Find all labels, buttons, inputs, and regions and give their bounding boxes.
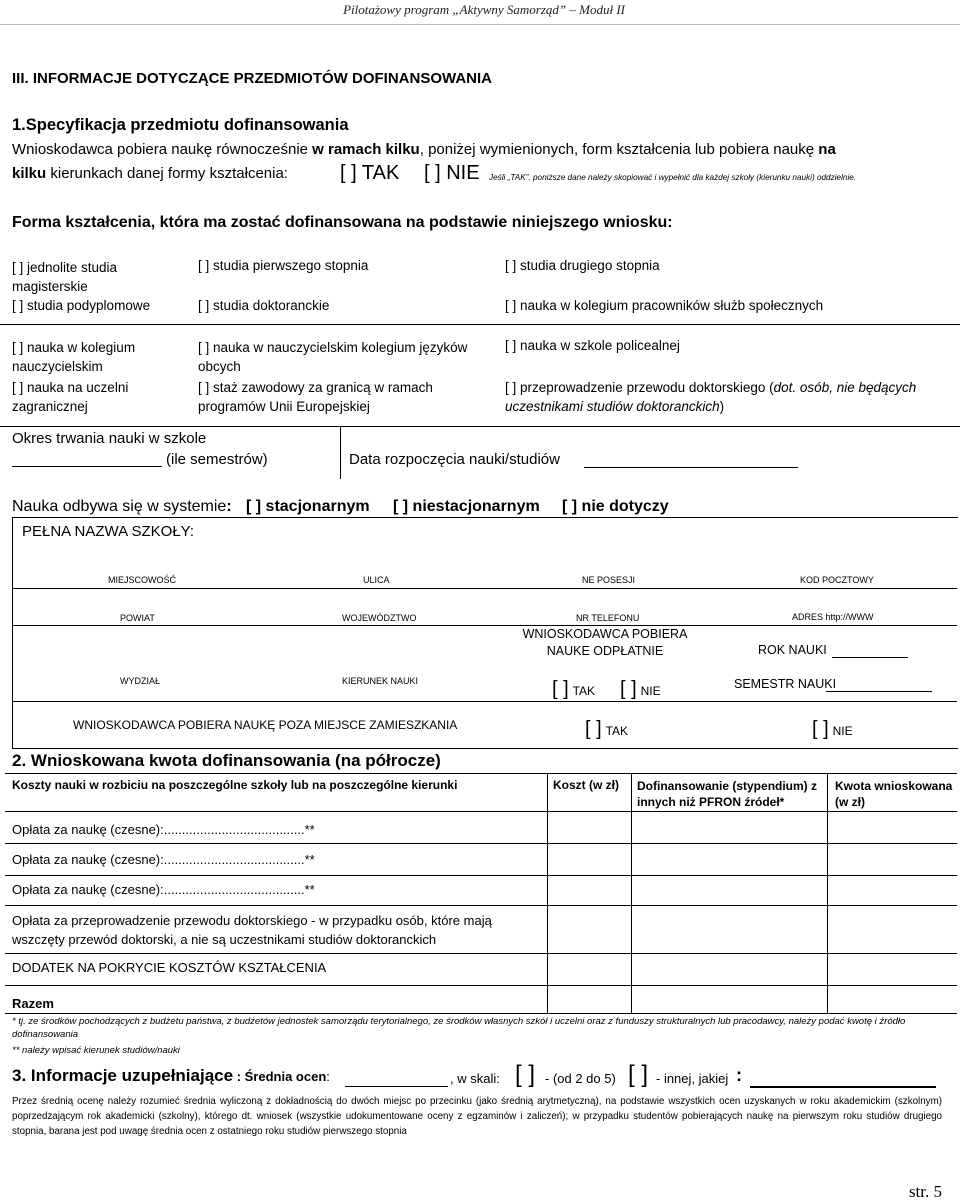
scale-other-input[interactable]: [750, 1070, 936, 1088]
colon: :: [326, 1069, 330, 1084]
running-header: Pilotażowy program „Aktywny Samorząd” – Moduł II: [343, 2, 625, 17]
divider: [12, 701, 957, 702]
footnote-2: ** należy wpisać kierunek studiów/nauki: [12, 1045, 180, 1056]
section-title: III. INFORMACJE DOTYCZĄCE PRZEDMIOTÓW DOFINANSOWANIA: [12, 70, 492, 87]
cell-input[interactable]: [548, 876, 632, 906]
option-kolegium-sluzb[interactable]: [ ] nauka w kolegium pracowników służb społecznych: [505, 298, 824, 313]
option-kolegium-nauczycielskie[interactable]: [ ] nauka w kolegium nauczycielskim: [12, 340, 136, 374]
cell-input[interactable]: [548, 986, 632, 1014]
bracket: [ ]: [812, 718, 829, 740]
header-divider: [0, 24, 960, 25]
forma-title: Forma kształcenia, która ma zostać dofinansowana na podstawie niniejszego wniosku:: [12, 214, 673, 231]
srednia-label: : Średnia ocen: [233, 1069, 327, 1084]
scale-other-checkbox[interactable]: [ ]: [628, 1061, 649, 1088]
option-jednolite[interactable]: [ ] jednolite studia magisterskie: [12, 260, 118, 294]
cell-input[interactable]: [828, 812, 958, 844]
option-uczelnia-zagraniczna[interactable]: [ ] nauka na uczelni zagranicznej: [12, 380, 129, 414]
yes-label: TAK: [605, 724, 629, 738]
row-czesne-2: Opłata za naukę (czesne):.......................................**: [12, 852, 315, 867]
label-wojewodztwo: WOJEWÓDZTWO: [342, 613, 417, 623]
multi-form-yes-checkbox[interactable]: [ ] TAK: [340, 162, 400, 184]
cell-input[interactable]: [632, 844, 828, 876]
label-powiat: POWIAT: [120, 613, 155, 623]
info-title: 3. Informacje uzupełniające: [12, 1066, 234, 1085]
option-pierwszego-stopnia[interactable]: [ ] studia pierwszego stopnia: [198, 258, 369, 273]
no-label: NIE: [832, 724, 853, 738]
option-kolegium-jezykow[interactable]: [ ] nauka w nauczycielskim kolegium języków obcych: [198, 340, 468, 374]
kwota-table: [5, 773, 957, 1014]
system-row: [12, 498, 232, 516]
option-text: [ ] przeprowadzenie przewodu doktorskiego (: [505, 380, 774, 395]
info-row: [12, 1066, 330, 1086]
start-date-input[interactable]: [584, 451, 798, 468]
bracket: [ ]: [585, 718, 602, 740]
spec-line1: [12, 141, 836, 158]
option-podyplomowe[interactable]: [ ] studia podyplomowe: [12, 298, 151, 313]
option-note: dot. osób, nie będących uczestnikami studiów doktoranckich: [505, 380, 917, 414]
rok-nauki-label: ROK NAUKI: [758, 643, 827, 657]
cell-input[interactable]: [548, 906, 632, 954]
divider: [340, 426, 960, 427]
okres-label: Okres trwania nauki w szkole: [12, 430, 207, 447]
spec-note: Jeśli „TAK”, poniższe dane należy skopiować i wypełnić dla każdej szkoły (kierunku nauki) oddzielnie.: [489, 173, 857, 182]
cell-input[interactable]: [632, 876, 828, 906]
label-kod-pocztowy: KOD POCZTOWY: [800, 575, 874, 585]
label-kierunek: KIERUNEK NAUKI: [342, 676, 419, 686]
outside-residence-label: WNIOSKODAWCA POBIERA NAUKĘ POZA MIEJSCE ZAMIESZKANIA: [73, 718, 458, 732]
footnote-1: * tj. ze środków pochodzących z budżetu państwa, z budżetów jednostek samorządu terytorialnego, ze środków własnych szkół i uczelni oraz z funduszy strukturalnych lub pracodawcy, należy podać kwotę i źródło dofinansowania: [12, 1016, 906, 1040]
cell-input[interactable]: [548, 812, 632, 844]
skala-label: , w skali:: [450, 1071, 500, 1086]
spec-text: kierunkach danej formy kształcenia:: [46, 165, 288, 182]
header-kwota: Kwota wnioskowana (w zł): [828, 774, 958, 812]
label-wydzial: WYDZIAŁ: [120, 676, 161, 686]
header-dofinansowanie: Dofinansowanie (stypendium) z innych niż PFRON źródeł*: [632, 774, 828, 812]
spec-title: 1.Specyfikacja przedmiotu dofinansowania: [12, 116, 349, 134]
start-date-label: Data rozpoczęcia nauki/studiów: [349, 451, 560, 468]
option-przewod-doktorski[interactable]: [505, 378, 945, 416]
paid-yes-checkbox[interactable]: [552, 678, 595, 701]
label-miejscowosc: MIEJSCOWOŚĆ: [108, 575, 177, 585]
paid-no-checkbox[interactable]: [620, 678, 661, 701]
option-text: ): [719, 399, 725, 414]
spec-text: Wnioskodawca pobiera naukę równocześnie: [12, 141, 313, 158]
system-niestacjonarny-checkbox[interactable]: [ ] niestacjonarnym: [393, 498, 540, 515]
row-razem: Razem: [12, 996, 54, 1011]
row-czesne-1: Opłata za naukę (czesne):.......................................**: [12, 822, 315, 837]
cell-input[interactable]: [548, 954, 632, 986]
spec-text-bold: kilku: [12, 165, 47, 182]
page-number: str. 5: [908, 1182, 942, 1201]
spec-text-bold: w ramach kilku: [312, 141, 420, 158]
semestr-label: SEMESTR NAUKI: [734, 677, 837, 691]
label-telefon: NR TELEFONU: [576, 613, 640, 623]
cell-input[interactable]: [632, 906, 828, 954]
cell-input[interactable]: [828, 954, 958, 986]
row-dodatek: DODATEK NA POKRYCIE KOSZTÓW KSZTAŁCENIA: [12, 960, 327, 975]
option-szkola-policealna[interactable]: [ ] nauka w szkole policealnej: [505, 338, 680, 353]
divider: [12, 625, 957, 626]
cell-input[interactable]: [828, 876, 958, 906]
system-nie-dotyczy-checkbox[interactable]: [ ] nie dotyczy: [562, 498, 669, 515]
label-www: ADRES http://WWW: [792, 612, 874, 622]
no-label: NIE: [640, 684, 661, 698]
spec-text-bold: na: [818, 141, 836, 158]
option-drugiego-stopnia[interactable]: [ ] studia drugiego stopnia: [505, 258, 660, 273]
cell-input[interactable]: [632, 812, 828, 844]
srednia-input[interactable]: [345, 1070, 448, 1087]
bracket: [ ]: [620, 678, 637, 700]
kwota-title: 2. Wnioskowana kwota dofinansowania (na półrocze): [12, 751, 441, 770]
cell-input[interactable]: [828, 844, 958, 876]
outside-no-checkbox[interactable]: [812, 718, 853, 741]
spec-text: , poniżej wymienionych, form kształcenia lub pobiera naukę: [419, 141, 819, 158]
school-name-label: PEŁNA NAZWA SZKOŁY:: [22, 523, 195, 540]
label-ulica: ULICA: [363, 575, 390, 585]
cell-input[interactable]: [828, 906, 958, 954]
rok-nauki-input[interactable]: [832, 643, 908, 658]
header-koszt: Koszt (w zł): [548, 774, 632, 812]
divider: [0, 324, 960, 325]
system-colon: :: [226, 498, 232, 515]
colon: :: [736, 1065, 742, 1085]
cell-input[interactable]: [632, 954, 828, 986]
bracket: [ ]: [552, 678, 569, 700]
row-przewod: Opłata za przeprowadzenie przewodu doktorskiego - w przypadku osób, które mają wszczęty przewód doktorski, a nie są uczestnikami studiów doktoranckich: [12, 913, 492, 947]
divider: [12, 588, 957, 589]
scale-other-label: - innej, jakiej: [656, 1071, 729, 1086]
semesters-input[interactable]: [12, 450, 162, 467]
semestr-input[interactable]: [826, 677, 932, 692]
option-doktoranckie[interactable]: [ ] studia doktoranckie: [198, 298, 330, 313]
scale-2-5-label: - (od 2 do 5): [545, 1071, 616, 1086]
system-stacjonarny-checkbox[interactable]: [ ] stacjonarnym: [246, 498, 370, 515]
srednia-explanation: Przez średnią ocenę należy rozumieć średnia wyliczoną z dokładnością do dwóch miejsc po przecinku (jako średnią arytmetyczną), na podstawie wszystkich ocen uzyskanych w roku akademickim (szkolnym) poprzedzającym rok akademicki (szkolny), którego dt. wniosek (wszystkie udokumentowane oceny z egzaminów i zaliczeń); w przypadku studentów pobierających naukę na pierwszym roku studiów drugiego stopnia, barana jest pod uwagę średnia ocen z ostatniego roku studiów pierwszego stopnia: [12, 1096, 942, 1137]
semesters-label: (ile semestrów): [166, 451, 268, 468]
cell-input[interactable]: [548, 844, 632, 876]
cell-input[interactable]: [828, 986, 958, 1014]
spec-line2: [12, 165, 288, 182]
yes-label: TAK: [572, 684, 596, 698]
scale-2-5-checkbox[interactable]: [ ]: [515, 1061, 536, 1088]
school-box: [12, 517, 958, 749]
system-label: Nauka odbywa się w systemie: [12, 498, 227, 515]
cell-input[interactable]: [632, 986, 828, 1014]
outside-yes-checkbox[interactable]: [585, 718, 628, 741]
paid-label: WNIOSKODAWCA POBIERA NAUKE ODPŁATNIE: [522, 627, 688, 658]
label-nr-posesji: NE POSESJI: [582, 575, 636, 585]
option-staz-zagranica[interactable]: [ ] staż zawodowy za granicą w ramach programów Unii Europejskiej: [198, 380, 433, 414]
multi-form-no-checkbox[interactable]: [ ] NIE: [424, 162, 480, 184]
row-czesne-3: Opłata za naukę (czesne):.......................................**: [12, 882, 315, 897]
header-koszty: Koszty nauki w rozbiciu na poszczególne szkoły lub na poszczególne kierunki: [12, 778, 458, 792]
